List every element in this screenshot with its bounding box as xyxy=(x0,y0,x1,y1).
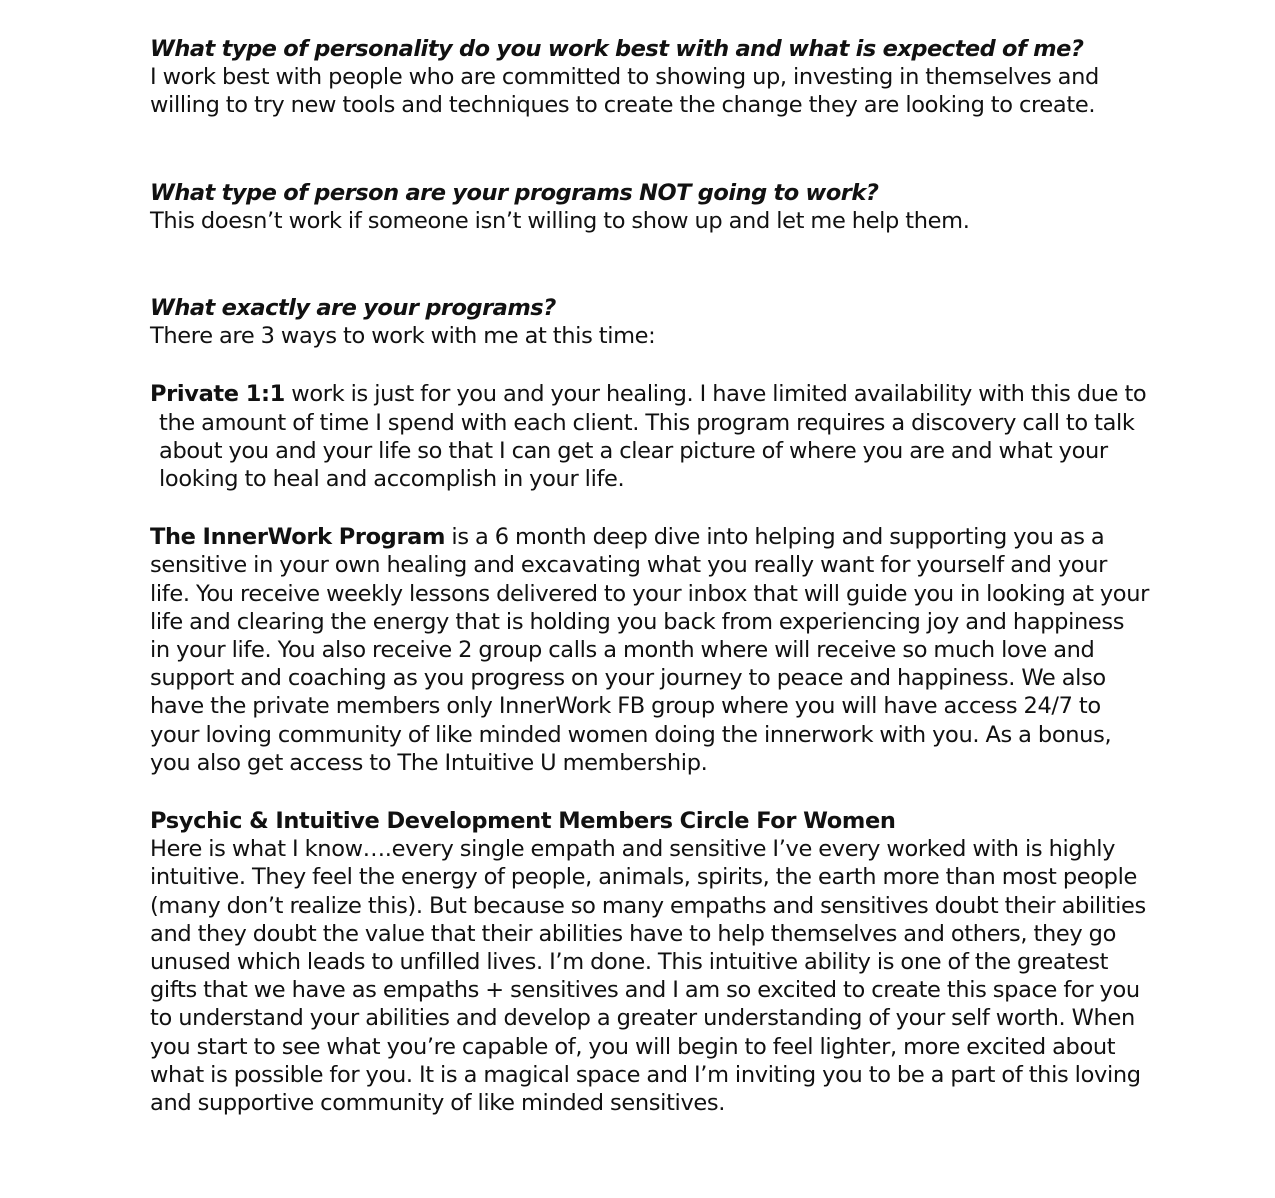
faq-question-programs: What exactly are your programs? xyxy=(150,295,556,322)
program-private-name: Private 1:1 xyxy=(150,381,285,408)
faq-answer-not-work: This doesn’t work if someone isn’t willing to show up and let me help them. xyxy=(150,207,970,234)
program-innerwork-paragraph xyxy=(150,523,1150,777)
faq-answer-programs: There are 3 ways to work with me at this time: xyxy=(150,323,656,350)
program-private-description: work is just for you and your healing. I have limited availability with this due to the amount of time I spend with each client. This program requires a discovery call to talk about you and your life so that I can get a clear picture of where you are and what your looking to heal and accomplish in your life. xyxy=(159,381,1147,493)
faq-answer-personality: I work best with people who are committed to showing up, investing in themselves and willing to try new tools and techniques to create the change they are looking to create. xyxy=(150,64,1099,119)
spacer xyxy=(150,777,1150,807)
faq-question-not-work: What type of person are your programs NOT going to work? xyxy=(150,179,879,206)
spacer xyxy=(150,350,1150,380)
program-circle-name: Psychic & Intuitive Development Members Circle For Women xyxy=(150,808,896,835)
faq-question-personality: What type of personality do you work best with and what is expected of me? xyxy=(150,36,1084,62)
program-innerwork-description: is a 6 month deep dive into helping and supporting you as a sensitive in your own healing and excavating what you really want for yourself and your life. You receive weekly lessons delivered to your inbox that will guide you in looking at your life and clearing the energy that is holding you back from experiencing joy and happiness in your life. You also receive 2 group calls a month where will receive so much love and support and coaching as you progress on your journey to peace and happiness. We also have the private members only InnerWork FB group where you will have access 24/7 to your loving community of like minded women doing the innerwork with you. As a bonus, you also get access to The Intuitive U membership. xyxy=(150,524,1150,776)
program-circle-description: Here is what I know….every single empath and sensitive I’ve every worked with is highly intuitive. They feel the energy of people, animals, spirits, the earth more than most people (many don’t realize this). But because so many empaths and sensitives doubt their abilities and they doubt the value that their abilities have to help themselves and others, they go unused which leads to unfilled lives. I’m done. This intuitive ability is one of the greatest gifts that we have as empaths + sensitives and I am so excited to create this space for you to understand your abilities and develop a greater understanding of your self worth. When you start to see what you’re capable of, you will begin to feel lighter, more excited about what is possible for you. It is a magical space and I’m inviting you to be a part of this loving and supportive community of like minded sensitives. xyxy=(150,836,1146,1117)
document-page xyxy=(150,35,1150,1117)
spacer xyxy=(150,120,1150,179)
spacer xyxy=(150,493,1150,523)
program-innerwork-name: The InnerWork Program xyxy=(150,524,446,551)
spacer xyxy=(150,235,1150,294)
program-private-paragraph xyxy=(150,380,1150,493)
